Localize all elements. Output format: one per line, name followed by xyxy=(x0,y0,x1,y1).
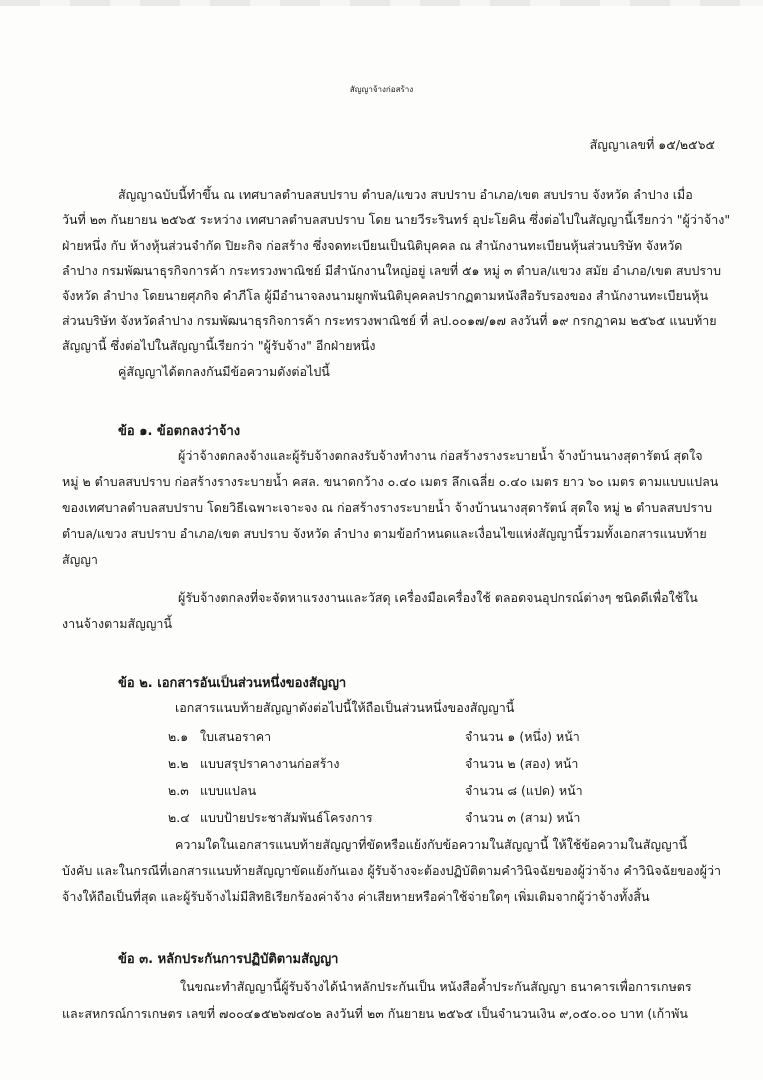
preamble-line: ส่วนบริษัท จังหวัดลำปาง กรมพัฒนาธุรกิจการค้า กระทรวงพาณิชย์ ที่ ลป.๐๐๑๗/๑๗ ลงวันที่ ๑๙ กรกฎาคม ๒๕๖๕ แนบท้าย xyxy=(62,313,717,328)
clause-1-heading: ข้อ ๑. ข้อตกลงว่าจ้าง xyxy=(118,424,241,439)
attachment-label: แบบสรุปราคางานก่อสร้าง xyxy=(200,756,340,771)
clause-1-line: หมู่ ๒ ตำบลสบปราบ ก่อสร้างรางระบายน้ำ คสล. ขนาดกว้าง ๐.๔๐ เมตร ลึกเฉลี่ย ๐.๔๐ เมตร ยาว ๖๐ เมตร ตามแบบแปลน xyxy=(62,474,719,489)
clause-1-line: ของเทศบาลตำบลสบปราบ โดยวิธีเฉพาะเจาะจง ณ ก่อสร้างรางระบายน้ำ จ้างบ้านนางสุดารัตน์ สุดใจ หมู่ ๒ ตำบลสบปราบ xyxy=(62,500,713,515)
clause-2-line: จ้างให้ถือเป็นที่สุด และผู้รับจ้างไม่มีสิทธิเรียกร้องค่าจ้าง ค่าเสียหายหรือค่าใช้จ่ายใดๆ เพิ่มเติมจากผู้ว่าจ้างทั้งสิ้น xyxy=(62,889,650,904)
attachment-label: ใบเสนอราคา xyxy=(200,729,272,744)
clause-2-line: บังคับ และในกรณีที่เอกสารแนบท้ายสัญญาขัดแย้งกันเอง ผู้รับจ้างจะต้องปฏิบัติตามคำวินิจฉัยของผู้ว่าจ้าง คำวินิจฉัยของผู้ว่า xyxy=(62,863,722,878)
attachment-number: ๒.๑ xyxy=(168,729,189,744)
clause-2-line: ความใดในเอกสารแนบท้ายสัญญาที่ขัดหรือแย้งกับข้อความในสัญญานี้ ให้ใช้ข้อความในสัญญานี้ xyxy=(175,837,688,852)
clause-3-heading: ข้อ ๓. หลักประกันการปฏิบัติตามสัญญา xyxy=(118,952,339,967)
preamble-line: สัญญานี้ ซึ่งต่อไปในสัญญานี้เรียกว่า "ผู้รับจ้าง" อีกฝ่ายหนึ่ง xyxy=(62,338,376,353)
clause-1-line: ผู้ว่าจ้างตกลงจ้างและผู้รับจ้างตกลงรับจ้างทำงาน ก่อสร้างรางระบายน้ำ จ้างบ้านนางสุดารัตน์ สุดใจ xyxy=(178,448,703,463)
attachment-quantity: จำนวน ๒ (สอง) หน้า xyxy=(465,756,579,771)
document-title: สัญญาจ้างก่อสร้าง xyxy=(349,85,414,94)
clause-1-line: สัญญา xyxy=(62,552,98,567)
agreement-line: คู่สัญญาได้ตกลงกันมีข้อความดังต่อไปนี้ xyxy=(118,364,330,379)
clause-2-intro: เอกสารแนบท้ายสัญญาดังต่อไปนี้ให้ถือเป็นส่วนหนึ่งของสัญญานี้ xyxy=(175,700,515,715)
attachment-label: แบบป้ายประชาสัมพันธ์โครงการ xyxy=(200,810,373,825)
attachment-quantity: จำนวน ๓ (สาม) หน้า xyxy=(465,810,581,825)
attachment-number: ๒.๔ xyxy=(168,810,190,825)
clause-2-heading: ข้อ ๒. เอกสารอันเป็นส่วนหนึ่งของสัญญา xyxy=(118,676,347,691)
attachment-quantity: จำนวน ๑ (หนึ่ง) หน้า xyxy=(465,729,580,744)
clause-1-line: ตำบล/แขวง สบปราบ อำเภอ/เขต สบปราบ จังหวัด ลำปาง ตามข้อกำหนดและเงื่อนไขแห่งสัญญานี้รวมทั้งเอกสารแนบท้าย xyxy=(62,526,707,541)
clause-3-line: และสหกรณ์การเกษตร เลขที่ ๗๐๐๔๑๕๒๖๗๔๐๒ ลงวันที่ ๒๓ กันยายน ๒๕๖๕ เป็นจำนวนเงิน ๙,๐๕๐.๐๐ บาท (เก้าพัน xyxy=(62,1006,688,1021)
clause-3-line: ในขณะทำสัญญานี้ผู้รับจ้างได้นำหลักประกันเป็น หนังสือค้ำประกันสัญญา ธนาคารเพื่อการเกษตร xyxy=(180,979,692,994)
attachment-label: แบบแปลน xyxy=(200,783,257,798)
preamble-line: ลำปาง กรมพัฒนาธุรกิจการค้า กระทรวงพาณิชย์ มีสำนักงานใหญ่อยู่ เลขที่ ๕๑ หมู่ ๓ ตำบล/แขวง สมัย อำเภอ/เขต สบปราบ xyxy=(62,263,722,278)
preamble-line: จังหวัด ลำปาง โดยนายศุภกิจ คำภีโล ผู้มีอำนาจลงนามผูกพันนิติบุคคลปรากฏตามหนังสือรับรองของ สำนักงานทะเบียนหุ้น xyxy=(62,288,709,303)
clause-1-line: งานจ้างตามสัญญานี้ xyxy=(62,616,172,631)
attachment-number: ๒.๒ xyxy=(168,756,189,771)
attachment-number: ๒.๓ xyxy=(168,783,189,798)
clause-1-line: ผู้รับจ้างตกลงที่จะจัดหาแรงงานและวัสดุ เครื่องมือเครื่องใช้ ตลอดจนอุปกรณ์ต่างๆ ชนิดดีเพื่อใช้ใน xyxy=(178,590,698,605)
attachment-quantity: จำนวน ๘ (แปด) หน้า xyxy=(465,783,583,798)
preamble-line: สัญญาฉบับนี้ทำขึ้น ณ เทศบาลตำบลสบปราบ ตำบล/แขวง สบปราบ อำเภอ/เขต สบปราบ จังหวัด ลำปาง เมื่อ xyxy=(118,187,693,202)
preamble-line: ฝ่ายหนึ่ง กับ ห้างหุ้นส่วนจำกัด ปิยะกิจ ก่อสร้าง ซึ่งจดทะเบียนเป็นนิติบุคคล ณ สำนักงานทะเบียนหุ้นส่วนบริษัท จังหวัด xyxy=(62,238,683,253)
preamble-line: วันที่ ๒๓ กันยายน ๒๕๖๕ ระหว่าง เทศบาลตำบลสบปราบ โดย นายวีระรินทร์ อุปะโยคิน ซึ่งต่อไปในสัญญานี้เรียกว่า "ผู้ว่าจ้าง" xyxy=(62,212,731,227)
scan-edge-artifact xyxy=(0,0,763,6)
contract-number: สัญญาเลขที่ ๑๕/๒๕๖๕ xyxy=(589,137,715,152)
